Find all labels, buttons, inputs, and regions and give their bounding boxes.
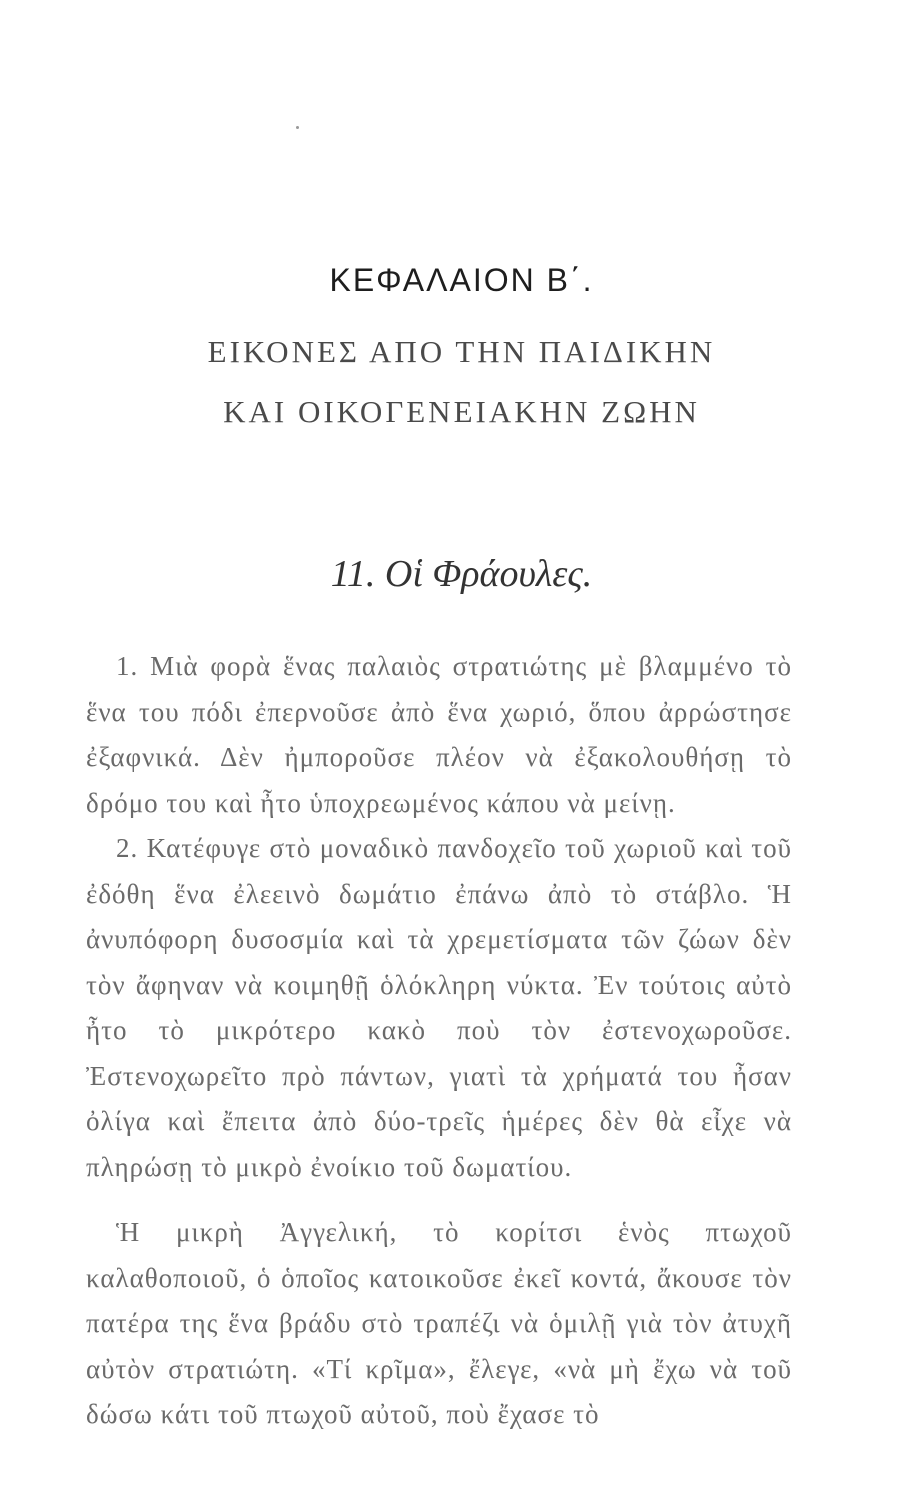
paragraph: 2. Κατέφυγε στὸ μοναδικὸ πανδοχεῖο τοῦ χωριοῦ καὶ τοῦ ἐδόθη ἕνα ἐλεεινὸ δωμάτιο ἐπάνω ἀπὸ τὸ στάβλο. Ἡ ἀνυπόφορη δυσοσμία καὶ τὰ χρεμετίσματα τῶν ζώων δὲν τὸν ἄφηναν νὰ κοιμηθῇ ὁλόκληρη νύκτα. Ἐν τούτοις αὐτὸ ἦτο τὸ μικρότερο κακὸ ποὺ τὸν ἐστενοχωροῦσε. Ἐστενοχωρεῖτο πρὸ πάντων, γιατὶ τὰ χρήματά του ἦσαν ὀλίγα καὶ ἔπειτα ἀπὸ δύο-τρεῖς ἡμέρες δὲν θὰ εἶχε νὰ πληρώσῃ τὸ μικρὸ ἐνοίκιο τοῦ δωματίου. (86, 833, 792, 1182)
chapter-subtitle-line-1: ΕΙΚΟΝΕΣ ΑΠΟ ΤΗΝ ΠΑΙΔΙΚΗΝ (207, 334, 716, 369)
paragraph: 1. Μιὰ φορὰ ἕνας παλαιὸς στρατιώτης μὲ βλαμμένο τὸ ἕνα του πόδι ἐπερνοῦσε ἀπὸ ἕνα χωριό, ὅπου ἀρρώστησε ἐξαφνικά. Δὲν ἠμποροῦσε πλέον νὰ ἐξακολουθήσῃ τὸ δρόμο του καὶ ἦτο ὑποχρεωμένος κάπου νὰ μείνῃ. (86, 651, 792, 818)
section-title: 11. Οἱ Φράουλες. (330, 553, 593, 595)
chapter-subtitle-line-2: ΚΑΙ ΟΙΚΟΓΕΝΕΙΑΚΗΝ ΖΩΗΝ (223, 394, 700, 429)
page-speck (296, 126, 299, 129)
body-text (86, 644, 792, 1438)
paragraph: Ἡ μικρὴ Ἀγγελική, τὸ κορίτσι ἑνὸς πτωχοῦ καλαθοποιοῦ, ὁ ὁποῖος κατοικοῦσε ἐκεῖ κοντά, ἄκουσε τὸν πατέρα της ἕνα βράδυ στὸ τραπέζι νὰ ὁμιλῇ γιὰ τὸν ἀτυχῆ αὐτὸν στρατιώτη. «Τί κρῖμα», ἔλεγε, «νὰ μὴ ἔχω νὰ τοῦ δώσω κάτι τοῦ πτωχοῦ αὐτοῦ, ποὺ ἔχασε τὸ (86, 1217, 792, 1429)
chapter-heading: ΚΕΦΑΛΑΙΟΝ Β΄. (329, 262, 594, 298)
